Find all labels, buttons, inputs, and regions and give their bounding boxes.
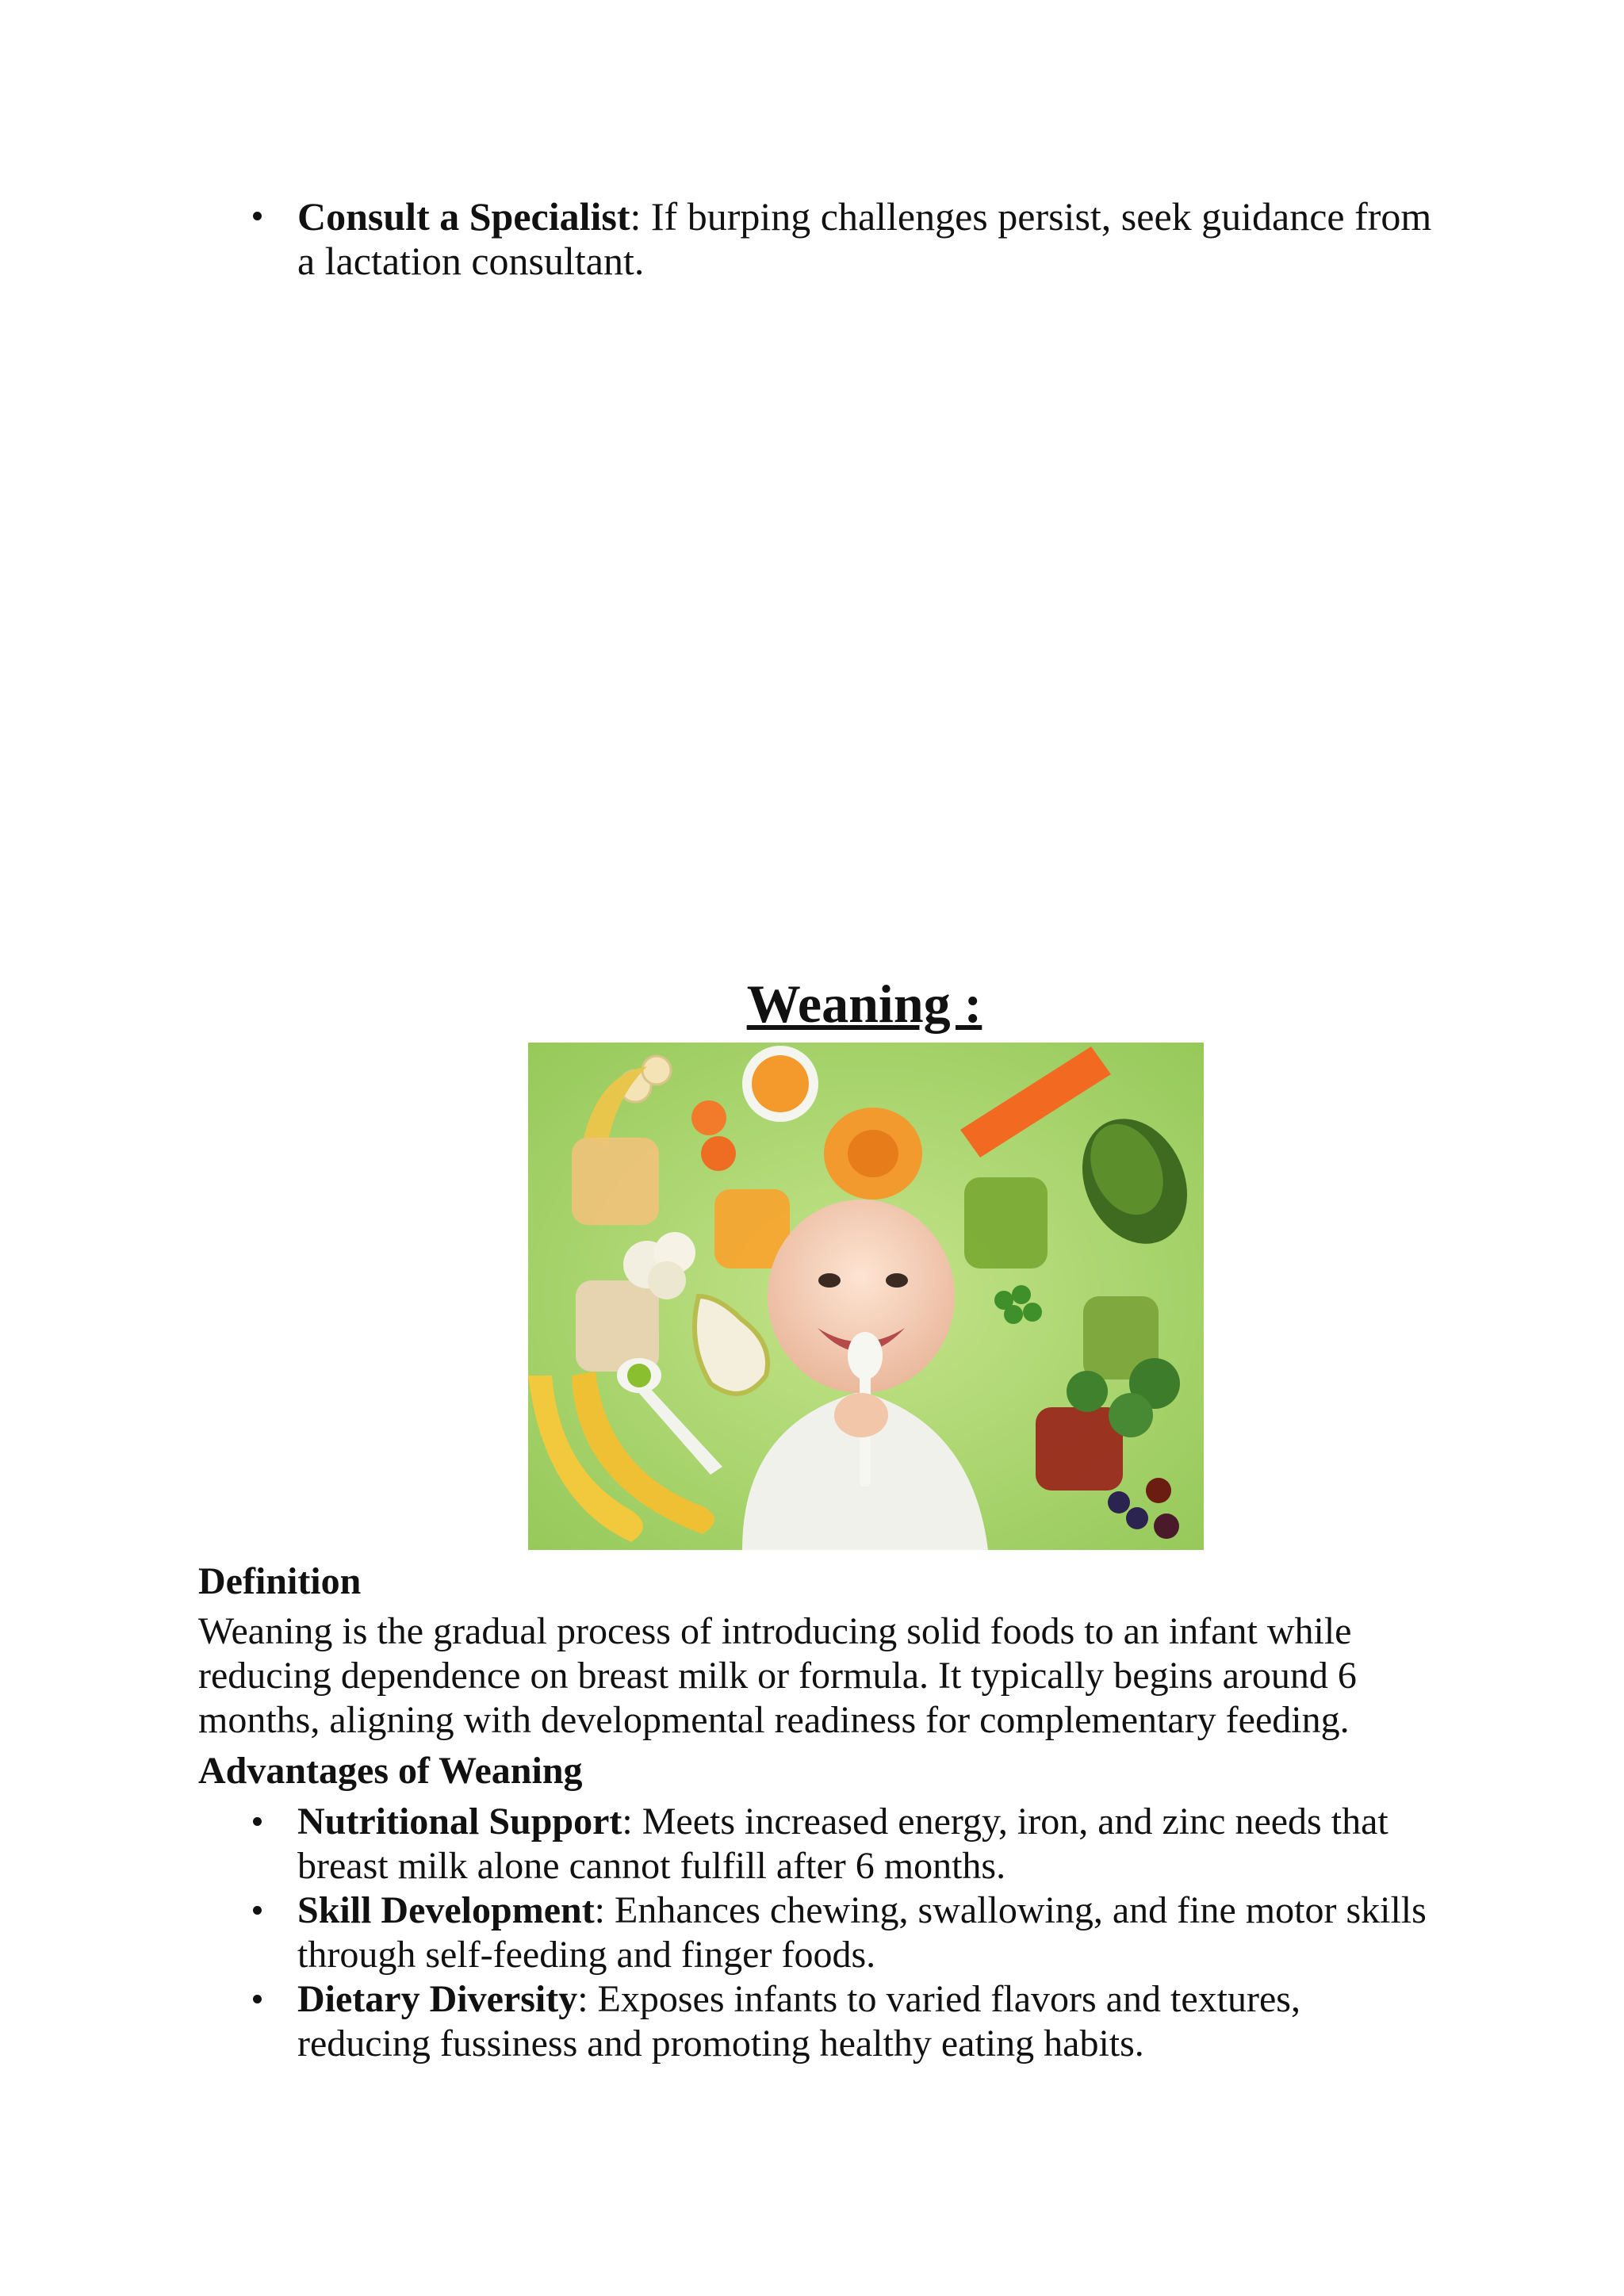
- bullet-term: Skill Development: [297, 1889, 595, 1931]
- bullet-icon: [253, 1906, 262, 1915]
- list-item: [297, 1977, 1439, 2066]
- bullet-text: : Exposes infants to varied flavors and textures, reducing fussiness and promoting healthy eating habits.: [297, 1978, 1300, 2064]
- advantages-heading: Advantages of Weaning: [198, 1750, 583, 1792]
- list-item: [297, 1888, 1439, 1977]
- bullet-icon: [253, 212, 262, 220]
- bullet-text: : Meets increased energy, iron, and zinc needs that breast milk alone cannot fulfill after 6 months.: [297, 1800, 1388, 1887]
- list-item: [297, 194, 1439, 283]
- list-item: [297, 1800, 1439, 1888]
- baby-food-photo: [528, 1043, 1204, 1550]
- baby-with-baby-food-icon: [528, 1043, 1204, 1550]
- bullet-icon: [253, 1995, 262, 2003]
- bullet-term: Consult a Specialist: [297, 194, 630, 239]
- bullet-term: Dietary Diversity: [297, 1978, 578, 2020]
- definition-text: Weaning is the gradual process of introducing solid foods to an infant while reducing dependence on breast milk or formula. It typically begins around 6 months, aligning with developmental readiness for complementary feeding.: [198, 1610, 1357, 1741]
- top-bullet-list: [297, 194, 1439, 283]
- bullet-text: : If burping challenges persist, seek guidance from a lactation consultant.: [297, 194, 1432, 283]
- section-title: Weaning :: [746, 974, 982, 1034]
- bullet-term: Nutritional Support: [297, 1800, 622, 1843]
- definition-heading: Definition: [198, 1560, 362, 1602]
- advantages-list: [297, 1800, 1439, 2066]
- bullet-text: : Enhances chewing, swallowing, and fine motor skills through self-feeding and finger foods.: [297, 1889, 1427, 1976]
- bullet-icon: [253, 1817, 262, 1826]
